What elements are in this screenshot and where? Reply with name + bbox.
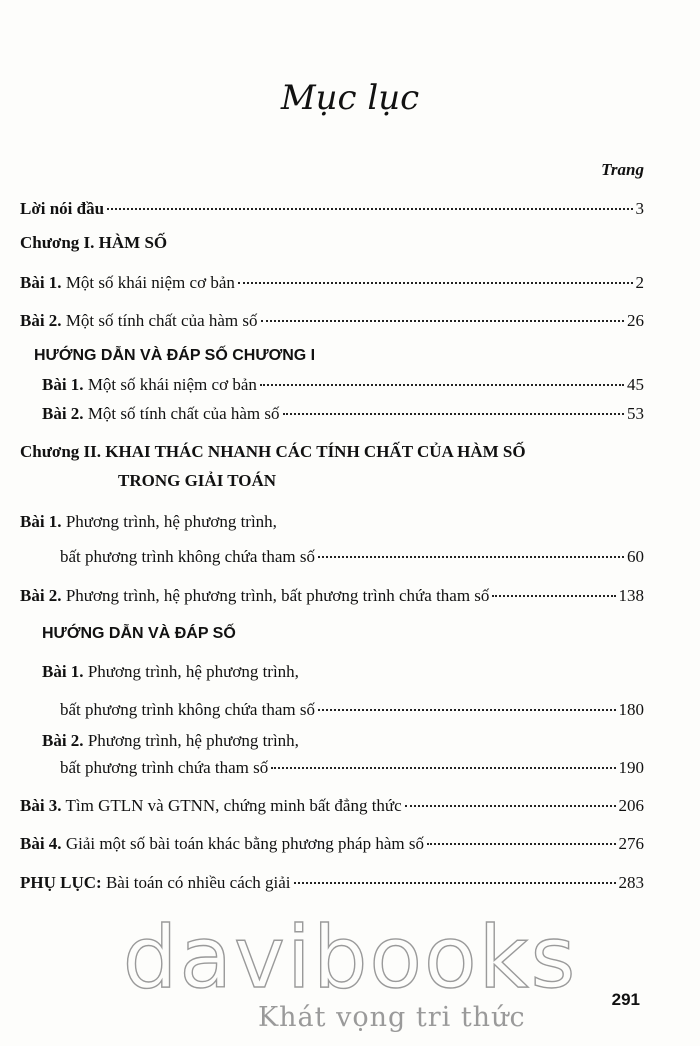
toc-entry-label: bất phương trình không chứa tham số	[60, 700, 315, 719]
page-title: Mục lục	[280, 78, 420, 118]
toc-chapter-2-heading-cont: TRONG GIẢI TOÁN	[118, 471, 277, 490]
toc-page-number: 283	[618, 873, 644, 892]
dot-leader	[283, 413, 624, 415]
toc-entry-label: Một số khái niệm cơ bản	[87, 375, 257, 394]
toc-entry-label: Lời nói đầu	[20, 199, 105, 218]
dot-leader	[261, 320, 624, 322]
dot-leader	[492, 595, 615, 597]
toc-entry-label: Giải một số bài toán khác bằng phương pháp hàm số	[65, 834, 424, 853]
dot-leader	[107, 208, 632, 210]
watermark-slogan: Khát vọng tri thức	[258, 1002, 526, 1033]
toc-entry-c1-bai1[interactable]	[20, 272, 644, 294]
toc-entry-hd2-bai1-cont[interactable]	[60, 699, 644, 721]
toc-entry-label: Bài toán có nhiều cách giải	[105, 873, 291, 892]
toc-entry-prefix: Bài 2.	[20, 311, 62, 330]
toc-entry-prefix: Bài 3.	[20, 796, 62, 815]
toc-entry-c2-bai1[interactable]	[20, 511, 277, 533]
toc-entry-label: Một số tính chất của hàm số	[65, 311, 258, 330]
toc-chapter-2-heading[interactable]: Chương II. KHAI THÁC NHANH CÁC TÍNH CHẤT CỦA HÀM SỐ	[20, 442, 526, 461]
toc-entry-c1-bai2[interactable]	[20, 310, 644, 332]
toc-entry-c2-bai2[interactable]	[20, 585, 644, 607]
dot-leader	[318, 709, 616, 711]
dot-leader	[318, 556, 624, 558]
toc-answers-chapter-2-heading[interactable]: HƯỚNG DẪN VÀ ĐÁP SỐ	[42, 625, 236, 642]
toc-entry-prefix: Bài 2.	[42, 404, 84, 423]
toc-entry-label: Phương trình, hệ phương trình,	[65, 512, 277, 531]
toc-page-number: 26	[627, 311, 644, 330]
toc-entry-prefix: Bài 1.	[20, 512, 62, 531]
toc-entry-prefix: Bài 2.	[20, 586, 62, 605]
toc-entry-hd1-bai1[interactable]	[42, 374, 644, 396]
toc-entry-prefix: Bài 1.	[20, 273, 62, 292]
toc-entry-label: Phương trình, hệ phương trình, bất phương trình chứa tham số	[65, 586, 490, 605]
toc-entry-hd2-bai1[interactable]	[42, 661, 299, 683]
toc-page-number: 3	[635, 199, 644, 218]
toc-page-number: 180	[618, 700, 644, 719]
toc-entry-hd1-bai2[interactable]	[42, 403, 644, 425]
toc-entry-c2-bai1-cont[interactable]	[60, 546, 644, 568]
toc-page-number: 138	[618, 586, 644, 605]
toc-page-number: 190	[618, 758, 644, 777]
toc-entry-c2-bai4[interactable]	[20, 833, 644, 855]
toc-page-number: 2	[635, 273, 644, 292]
toc-entry-c2-bai3[interactable]	[20, 795, 644, 817]
toc-page-number: 206	[618, 796, 644, 815]
toc-entry-prefix: Bài 2.	[42, 731, 84, 750]
toc-entry-hd2-bai2[interactable]	[42, 730, 299, 752]
toc-entry-prefix: Bài 4.	[20, 834, 62, 853]
toc-entry-label: Tìm GTLN và GTNN, chứng minh bất đẳng thức	[65, 796, 402, 815]
toc-entry-label: Một số tính chất của hàm số	[87, 404, 280, 423]
toc-page-number: 276	[618, 834, 644, 853]
dot-leader	[271, 767, 615, 769]
toc-answers-chapter-1-heading[interactable]: HƯỚNG DẪN VÀ ĐÁP SỐ CHƯƠNG I	[34, 347, 316, 364]
toc-chapter-1-heading[interactable]: Chương I. HÀM SỐ	[20, 233, 168, 252]
dot-leader	[260, 384, 624, 386]
toc-entry-hd2-bai2-cont[interactable]	[60, 757, 644, 779]
dot-leader	[405, 805, 616, 807]
toc-page-number: 60	[627, 547, 644, 566]
toc-page-number: 53	[627, 404, 644, 423]
toc-entry-prefix: Bài 1.	[42, 375, 84, 394]
toc-entry-label: Một số khái niệm cơ bản	[65, 273, 235, 292]
toc-entry-label: bất phương trình chứa tham số	[60, 758, 269, 777]
toc-entry-label: Phương trình, hệ phương trình,	[87, 662, 299, 681]
page-column-label: Trang	[601, 160, 644, 179]
dot-leader	[294, 882, 616, 884]
toc-entry-label: Phương trình, hệ phương trình,	[87, 731, 299, 750]
toc-entry-prefix: PHỤ LỤC:	[20, 873, 102, 892]
toc-entry-phu-luc[interactable]	[20, 872, 644, 894]
toc-entry-loi-noi-dau[interactable]	[20, 198, 644, 220]
toc-entry-prefix: Bài 1.	[42, 662, 84, 681]
toc-entry-label: bất phương trình không chứa tham số	[60, 547, 315, 566]
dot-leader	[238, 282, 633, 284]
toc-page-number: 45	[627, 375, 644, 394]
watermark-brand: davibooks	[122, 908, 578, 1008]
dot-leader	[427, 843, 616, 845]
page-number: 291	[611, 990, 640, 1009]
